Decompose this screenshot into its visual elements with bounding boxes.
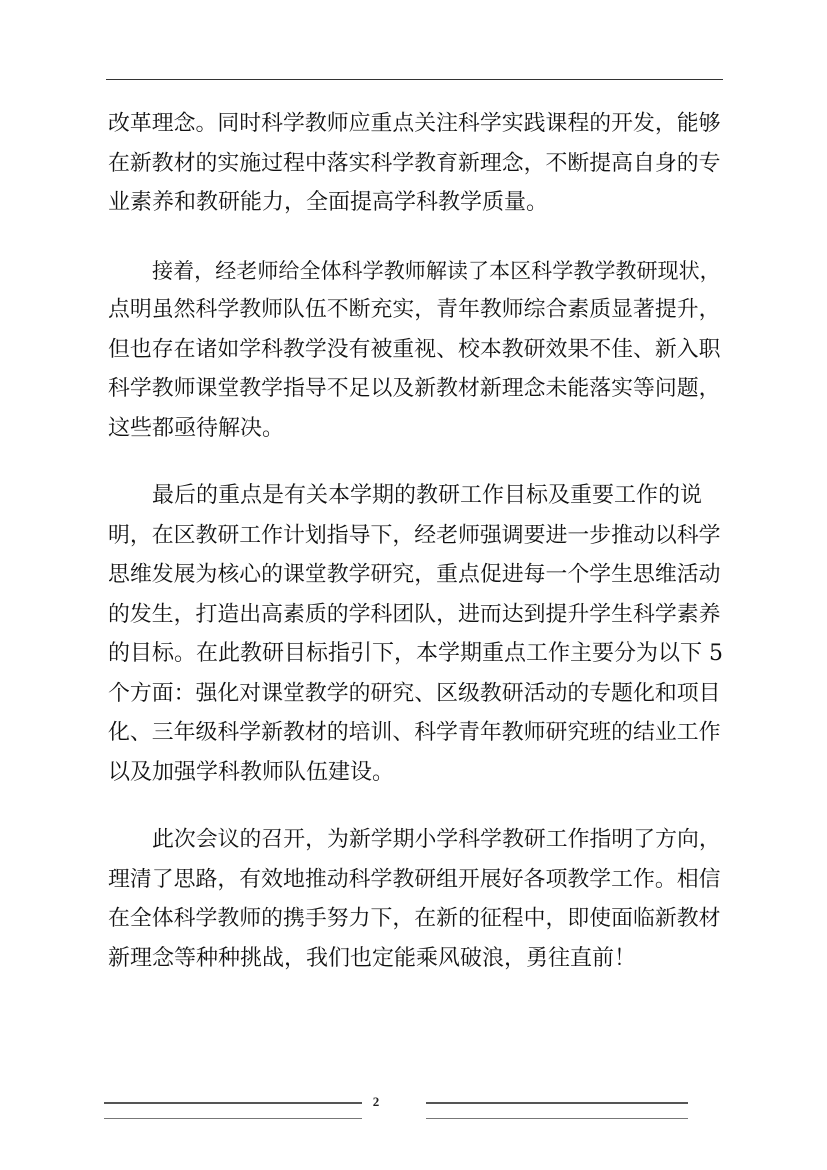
footer-rule-right-thin xyxy=(426,1118,688,1119)
paragraph-1 xyxy=(108,104,724,223)
paragraph-line: 此次会议的召开，为新学期小学科学教研工作指明了方向， xyxy=(152,827,721,852)
footer-rule-left xyxy=(104,1102,362,1104)
paragraph-3 xyxy=(108,476,724,792)
paragraph-line: 个方面：强化对课堂教学的研究、区级教研活动的专题化和项目 xyxy=(108,680,721,706)
header-rule xyxy=(106,79,723,80)
paragraph-line: 点明虽然科学教师队伍不断充实，青年教师综合素质显著提升， xyxy=(108,297,721,322)
paragraph-line: 业素养和教研能力，全面提高学科教学质量。 xyxy=(108,190,549,215)
paragraph-line: 改革理念。同时科学教师应重点关注科学实践课程的开发，能够 xyxy=(108,111,721,136)
footer-rule-left-thin xyxy=(104,1118,362,1119)
paragraph-line: 化、三年级科学新教材的培训、科学青年教师研究班的结业工作 xyxy=(108,720,721,745)
paragraph-line: 的发生，打造出高素质的学科团队，进而达到提升学生科学素养 xyxy=(108,601,721,627)
paragraph-line: 以及加强学科教师队伍建设。 xyxy=(108,759,395,785)
page-footer xyxy=(0,1092,827,1132)
document-body xyxy=(108,104,724,1006)
paragraph-line: 但也存在诸如学科教学没有被重视、校本教研效果不佳、新入职 xyxy=(108,336,721,362)
paragraph-line: 在新教材的实施过程中落实科学教育新理念，不断提高自身的专 xyxy=(108,150,721,176)
paragraph-line: 新理念等种种挑战，我们也定能乘风破浪，勇往直前！ xyxy=(108,945,637,971)
footer-rule-right xyxy=(426,1102,688,1104)
paragraph-4 xyxy=(108,820,724,978)
paragraph-2 xyxy=(108,251,724,449)
paragraph-line: 这些都亟待解决。 xyxy=(108,415,285,441)
page-number: 2 xyxy=(372,1094,380,1109)
paragraph-line: 在全体科学教师的携手努力下，在新的征程中，即使面临新教材 xyxy=(108,906,721,931)
paragraph-line: 接着，经老师给全体科学教师解读了本区科学教学教研现状， xyxy=(152,257,721,283)
paragraph-line: 明，在区教研工作计划指导下，经老师强调要进一步推动以科学 xyxy=(108,522,721,548)
paragraph-line: 理清了思路，有效地推动科学教研组开展好各项教学工作。相信 xyxy=(108,866,721,892)
paragraph-line: 思维发展为核心的课堂教学研究，重点促进每一个学生思维活动 xyxy=(108,562,721,587)
paragraph-line: 最后的重点是有关本学期的教研工作目标及重要工作的说 xyxy=(152,483,703,508)
paragraph-line: 的目标。在此教研目标指引下，本学期重点工作主要分为以下 5 xyxy=(108,641,723,666)
paragraph-line: 科学教师课堂教学指导不足以及新教材新理念未能落实等问题， xyxy=(108,376,721,401)
